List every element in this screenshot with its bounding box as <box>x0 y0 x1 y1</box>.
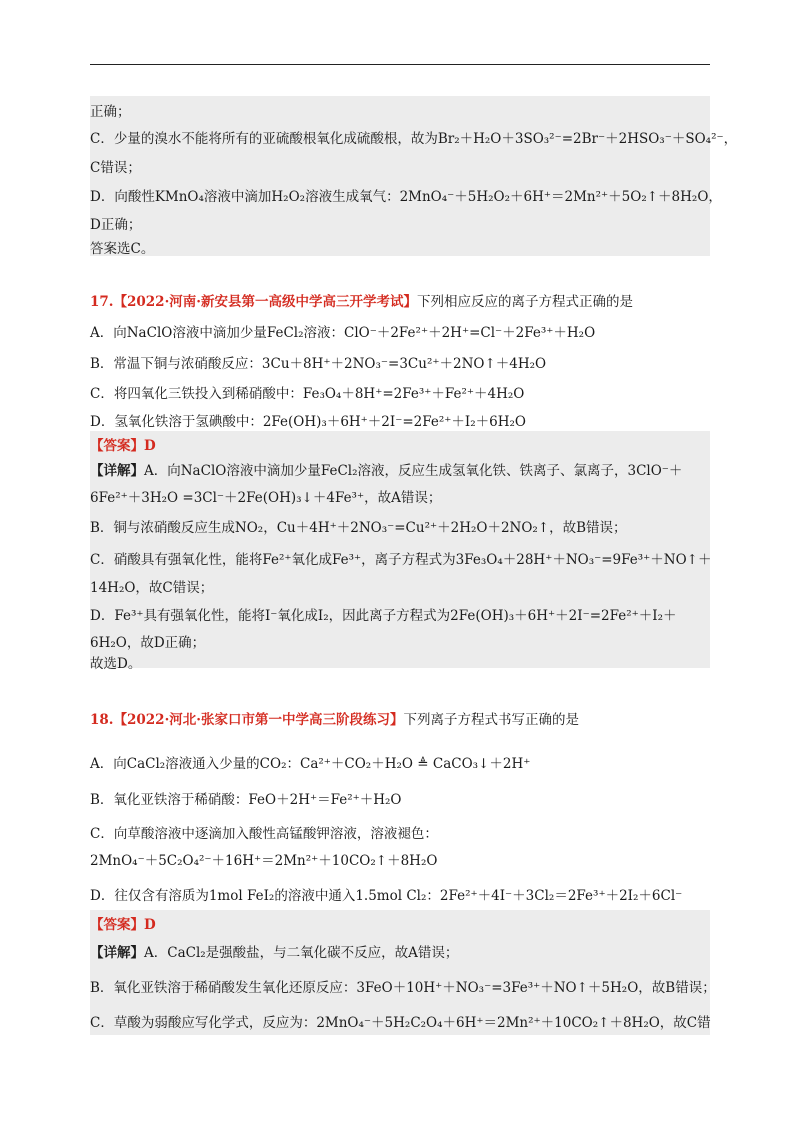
explain-line: B．铜与浓硝酸反应生成NO₂，Cu＋4H⁺＋2NO₃⁻=Cu²⁺＋2H₂O＋2NO₂↑，故B错误； <box>90 520 627 536</box>
answer-block-17 <box>90 431 712 672</box>
option-b: B．氧化亚铁溶于稀硝酸：FeO＋2H⁺＝Fe²⁺＋H₂O <box>90 792 402 808</box>
explain-line: C．草酸为弱酸应写化学式，反应为：2MnO₄⁻＋5H₂C₂O₄＋6H⁺＝2Mn²⁺＋10CO₂↑＋8H₂O，故C错 <box>90 1015 711 1031</box>
explain-tag: 【详解】 <box>90 463 144 479</box>
answer-tag: 【答案】 <box>90 438 144 454</box>
answer-line <box>90 434 156 454</box>
option-c: C．向草酸溶液中逐滴加入酸性高锰酸钾溶液，溶液褪色： <box>90 826 438 842</box>
option-a: A．向CaCl₂溶液通入少量的CO₂：Ca²⁺＋CO₂＋H₂O ≜ CaCO₃↓＋2H⁺ <box>90 756 531 772</box>
answer-line <box>90 913 156 933</box>
answer-block-18 <box>90 910 716 1035</box>
option-c-equation: 2MnO₄⁻＋5C₂O₄²⁻＋16H⁺＝2Mn²⁺＋10CO₂↑＋8H₂O <box>90 853 438 869</box>
text-line: C．少量的溴水不能将所有的亚硫酸根氧化成硫酸根，故为Br₂＋H₂O＋3SO₃²⁻=2Br⁻＋2HSO₃⁻＋SO₄²⁻， <box>90 131 738 147</box>
explain-line <box>90 941 458 961</box>
explain-tag: 【详解】 <box>90 945 144 961</box>
option-c: C．将四氧化三铁投入到稀硝酸中：Fe₃O₄＋8H⁺=2Fe³⁺＋Fe²⁺＋4H₂O <box>90 386 525 402</box>
explain-line: B．氧化亚铁溶于稀硝酸发生氧化还原反应：3FeO＋10H⁺＋NO₃⁻=3Fe³⁺＋NO↑＋5H₂O，故B错误； <box>90 980 716 996</box>
question-17 <box>90 290 710 430</box>
question-source: 【2022·河南·新安县第一高级中学高三开学考试】 <box>113 294 417 310</box>
header-rule <box>90 64 710 65</box>
text-line: D正确； <box>90 217 142 233</box>
text-line: 答案选C。 <box>90 241 155 257</box>
text-line: D．向酸性KMnO₄溶液中滴加H₂O₂溶液生成氧气：2MnO₄⁻＋5H₂O₂＋6H⁺＝2Mn²⁺＋5O₂↑＋8H₂O， <box>90 189 722 205</box>
explain-line <box>90 459 682 479</box>
answer-value: D <box>144 438 156 454</box>
explain-text: A．CaCl₂是强酸盐，与二氧化碳不反应，故A错误； <box>144 945 459 961</box>
question-header <box>90 708 579 728</box>
option-a: A．向NaClO溶液中滴加少量FeCl₂溶液：ClO⁻＋2Fe²⁺＋2H⁺=Cl⁻＋2Fe³⁺＋H₂O <box>90 325 596 341</box>
explain-line: D．Fe³⁺具有强氧化性，能将I⁻氧化成I₂，因此离子方程式为2Fe(OH)₃＋6H⁺＋2I⁻=2Fe²⁺＋I₂＋ <box>90 608 677 624</box>
question-source: 【2022·河北·张家口市第一中学高三阶段练习】 <box>113 712 404 728</box>
option-b: B．常温下铜与浓硝酸反应：3Cu＋8H⁺＋2NO₃⁻=3Cu²⁺＋2NO↑＋4H₂O <box>90 356 547 372</box>
option-d: D．氢氧化铁溶于氢碘酸中：2Fe(OH)₃＋6H⁺＋2I⁻=2Fe²⁺＋I₂＋6H₂O <box>90 414 526 430</box>
text-line: 正确； <box>90 104 131 120</box>
explain-line: C．硝酸具有强氧化性，能将Fe²⁺氧化成Fe³⁺，离子方程式为3Fe₃O₄＋28H⁺＋NO₃⁻=9Fe³⁺＋NO↑＋ <box>90 552 712 568</box>
explain-line: 6Fe²⁺＋3H₂O =3Cl⁻＋2Fe(OH)₃↓＋4Fe³⁺，故A错误； <box>90 490 442 506</box>
answer-value: D <box>144 917 156 933</box>
question-header <box>90 290 633 310</box>
text-line: C错误； <box>90 160 141 176</box>
explain-text: A．向NaClO溶液中滴加少量FeCl₂溶液，反应生成氢氧化铁、铁离子、氯离子，3ClO⁻＋ <box>144 463 683 479</box>
prev-answer-block <box>90 96 738 257</box>
question-number: 17. <box>90 294 114 310</box>
question-number: 18. <box>90 712 114 728</box>
explain-line: 故选D。 <box>90 656 142 672</box>
explain-line: 6H₂O，故D正确； <box>90 635 206 651</box>
question-stem: 下列相应反应的离子方程式正确的是 <box>416 294 633 310</box>
option-d: D．往仅含有溶质为1mol FeI₂的溶液中通入1.5mol Cl₂：2Fe²⁺＋4I⁻＋3Cl₂＝2Fe³⁺＋2I₂＋6Cl⁻ <box>90 888 683 904</box>
question-stem: 下列离子方程式书写正确的是 <box>403 712 579 728</box>
explain-line: 14H₂O，故C错误； <box>90 580 214 596</box>
question-18 <box>90 708 710 908</box>
answer-tag: 【答案】 <box>90 917 144 933</box>
